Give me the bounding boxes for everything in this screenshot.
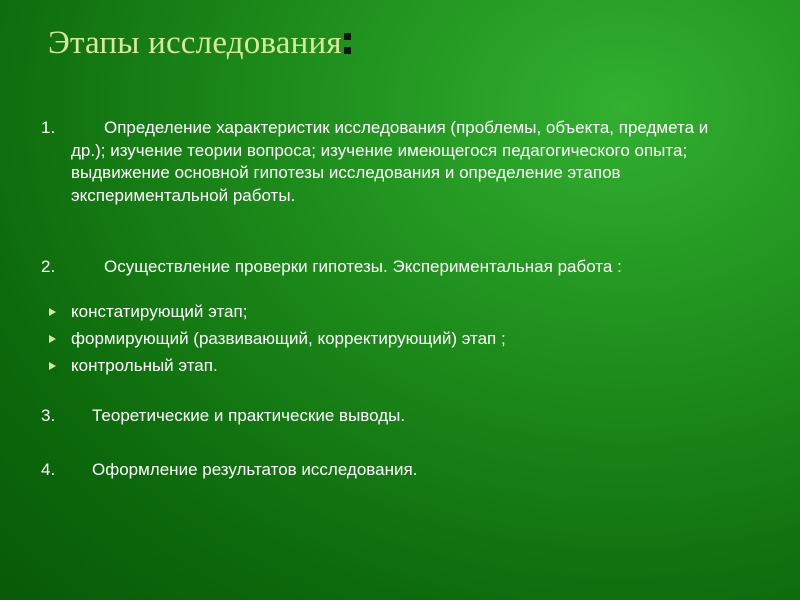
list-item-number: 2. [41,257,56,276]
bullet-item-text: констатирующий этап; [71,302,248,321]
colon-mark-icon [344,33,351,54]
slide-title-text: Этапы исследования [48,25,342,61]
bullet-item-text: контрольный этап. [71,356,218,375]
list-item-text: Теоретические и практические выводы. [92,406,406,425]
bullet-arrow-icon [49,335,56,343]
list-item-number: 1. [41,118,56,137]
list-item-number: 3. [41,406,56,425]
list-item-number: 4. [41,460,56,479]
list-item-text: Оформление результатов исследования. [92,460,418,479]
bullet-item-text: формирующий (развивающий, корректирующий) этап ; [71,329,506,348]
slide-title [48,25,351,62]
bullet-arrow-icon [49,362,56,370]
list-item-text: Осуществление проверки гипотезы. Экспериментальная работа : [104,257,622,276]
list-item-text: Определение характеристик исследования (проблемы, объекта, предмета и др.); изучение теории вопроса; изучение имеющегося педагогического опыта; выдвижение основной гипотезы исследования и определение этапов экспериментальной работы. [71,118,709,205]
bullet-arrow-icon [49,308,56,316]
